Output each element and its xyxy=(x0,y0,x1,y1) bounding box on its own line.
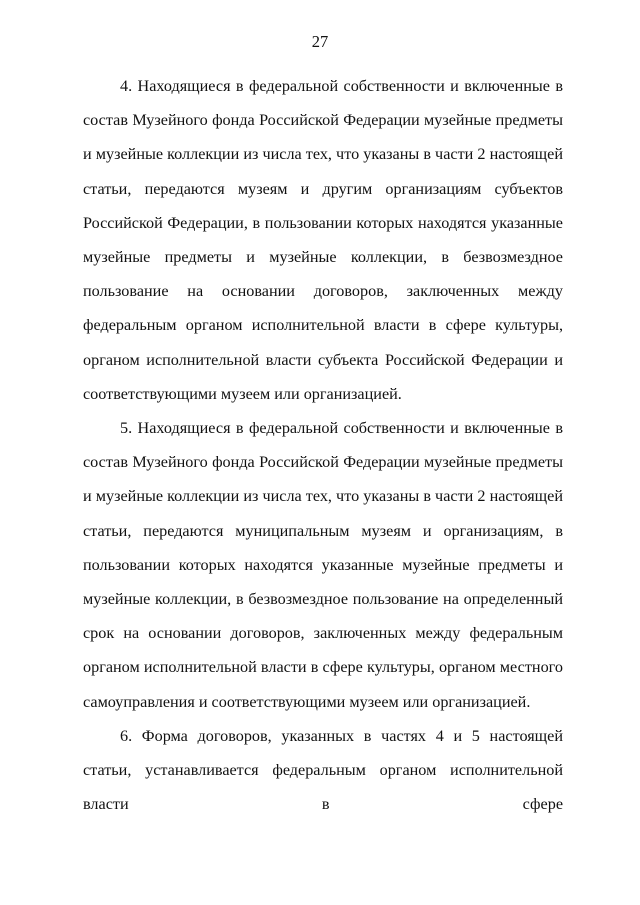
paragraph-6: 6. Форма договоров, указанных в частях 4 и 5 настоящей статьи, устанавливается федеральным органом исполнительной власти в сфере xyxy=(83,726,563,814)
paragraph-5: 5. Находящиеся в федеральной собственности и включенные в состав Музейного фонда Российской Федерации музейные предметы и музейные коллекции из числа тех, что указаны в части 2 настоящей статьи, передаются муниципальным музеям и организациям, в пользовании которых находятся указанные музейные предметы и музейные коллекции, в безвозмездное пользование на определенный срок на основании договоров, заключенных между федеральным органом исполнительной власти в сфере культуры, органом местного самоуправления и соответствующими музеем или организацией. xyxy=(83,419,563,711)
paragraph-4: 4. Находящиеся в федеральной собственности и включенные в состав Музейного фонда Российской Федерации музейные предметы и музейные коллекции из числа тех, что указаны в части 2 настоящей статьи, передаются музеям и другим организациям субъектов Российской Федерации, в пользовании которых находятся указанные музейные предметы и музейные коллекции, в безвозмездное пользование на основании договоров, заключенных между федеральным органом исполнительной власти в сфере культуры, органом исполнительной власти субъекта Российской Федерации и соответствующими музеем или организацией. xyxy=(83,77,563,403)
page-number: 27 xyxy=(311,32,329,51)
document-body xyxy=(83,69,563,821)
